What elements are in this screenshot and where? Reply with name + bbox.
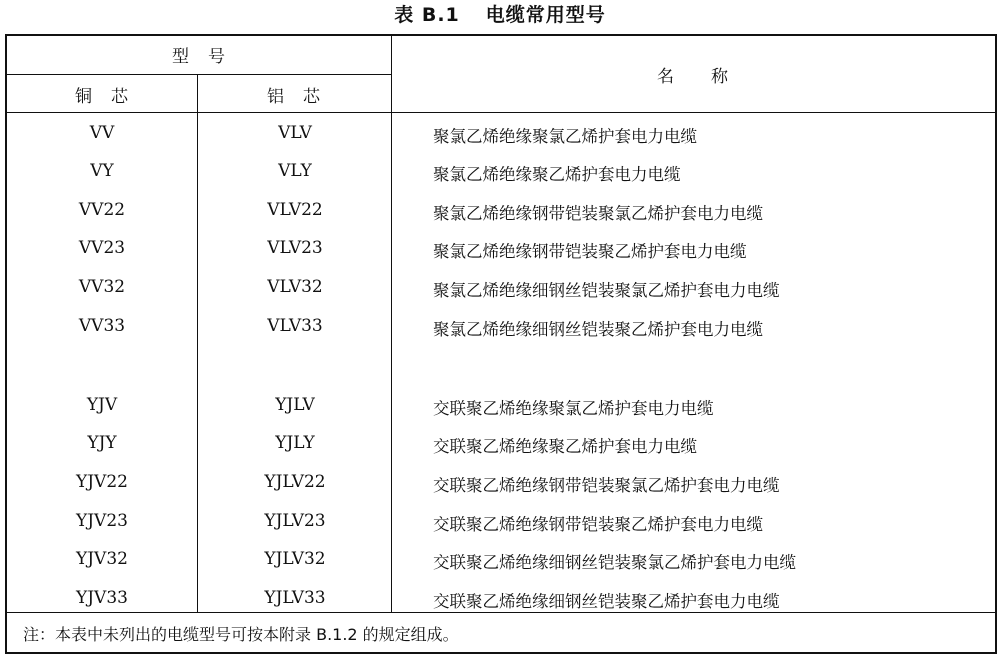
cable-name-cell: 聚氯乙烯绝缘聚乙烯护套电力电缆 [433,165,681,184]
aluminum-model-cell: YJLV23 [264,511,326,531]
aluminum-model-cell: VLV [278,123,312,143]
cable-name-cell: 交联聚乙烯绝缘细钢丝铠装聚乙烯护套电力电缆 [433,592,780,611]
table-caption [0,0,1000,34]
copper-model-cell: VV [89,123,115,143]
column-divider-copper-aluminum [197,74,198,612]
aluminum-model-cell: VLV33 [267,316,323,336]
aluminum-model-cell: YJLY [275,433,315,453]
copper-model-cell: YJV23 [76,511,128,531]
table-title: 电缆常用型号 [485,4,606,26]
header-name: 名 称 [657,67,729,87]
cable-name-cell: 聚氯乙烯绝缘聚氯乙烯护套电力电缆 [433,127,697,146]
cable-name-cell: 聚氯乙烯绝缘钢带铠装聚乙烯护套电力电缆 [433,242,747,261]
copper-model-cell: YJV32 [76,549,128,569]
copper-model-cell: VV22 [78,200,126,220]
header-aluminum-core: 铝 芯 [267,87,321,107]
aluminum-model-cell: YJLV [275,395,315,415]
aluminum-model-cell: YJLV32 [264,549,326,569]
copper-model-cell: VV33 [78,316,126,336]
aluminum-model-cell: VLY [278,161,312,181]
copper-model-cell: YJV22 [76,472,128,492]
copper-model-cell: YJV33 [76,588,128,608]
note-top-rule [7,612,995,613]
cable-name-cell: 交联聚乙烯绝缘聚氯乙烯护套电力电缆 [433,399,714,418]
header-group-divider [7,74,391,75]
aluminum-model-cell: VLV32 [267,277,323,297]
copper-model-cell: YJY [87,433,117,453]
table-number: 表 B.1 [394,4,460,26]
table-note: 注：本表中未列出的电缆型号可按本附录 B.1.2 的规定组成。 [23,625,459,644]
aluminum-model-cell: YJLV33 [264,588,326,608]
copper-model-cell: VV32 [78,277,126,297]
copper-model-cell: VV23 [78,238,126,258]
header-copper-core: 铜 芯 [75,87,129,107]
cable-name-cell: 交联聚乙烯绝缘细钢丝铠装聚氯乙烯护套电力电缆 [433,553,796,572]
header-bottom-rule [7,112,995,113]
aluminum-model-cell: VLV22 [267,200,323,220]
aluminum-model-cell: YJLV22 [264,472,326,492]
header-model-group: 型 号 [172,47,226,67]
cable-name-cell: 交联聚乙烯绝缘钢带铠装聚乙烯护套电力电缆 [433,515,763,534]
cable-name-cell: 聚氯乙烯绝缘细钢丝铠装聚乙烯护套电力电缆 [433,320,763,339]
cable-name-cell: 交联聚乙烯绝缘聚乙烯护套电力电缆 [433,437,697,456]
cable-name-cell: 聚氯乙烯绝缘钢带铠装聚氯乙烯护套电力电缆 [433,204,763,223]
aluminum-model-cell: VLV23 [267,238,323,258]
cable-model-table [5,34,997,654]
cable-name-cell: 聚氯乙烯绝缘细钢丝铠装聚氯乙烯护套电力电缆 [433,281,780,300]
cable-name-cell: 交联聚乙烯绝缘钢带铠装聚氯乙烯护套电力电缆 [433,476,780,495]
copper-model-cell: VY [90,161,114,181]
copper-model-cell: YJV [86,395,118,415]
